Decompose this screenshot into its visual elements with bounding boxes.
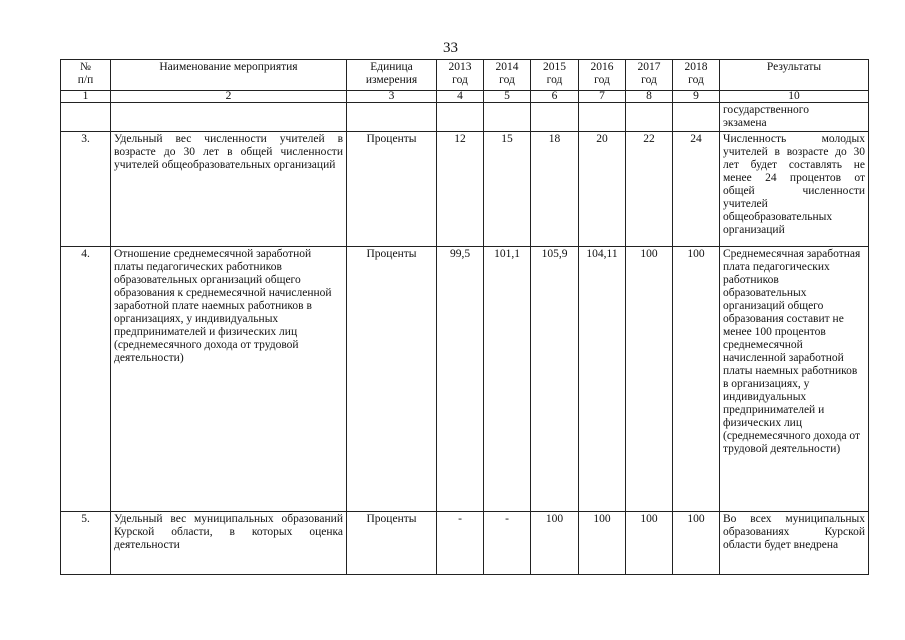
row-value-2017: 22 (626, 132, 673, 247)
empty-cell (531, 103, 579, 132)
row-value-2013: 12 (437, 132, 484, 247)
column-number: 6 (531, 91, 579, 103)
header-year-2016 (579, 60, 626, 91)
continuation-result-cell (720, 103, 869, 132)
header-unit-line1: Единица (370, 61, 413, 73)
table-header-row (61, 60, 869, 91)
header-year-value: 2015 (543, 61, 566, 73)
row-unit: Проценты (347, 132, 437, 247)
empty-cell (437, 103, 484, 132)
column-number: 4 (437, 91, 484, 103)
column-number: 7 (579, 91, 626, 103)
row-number: 3. (61, 132, 111, 247)
table-row (61, 247, 869, 512)
header-unit-line2: измерения (365, 74, 418, 86)
row-value-2018: 100 (673, 247, 720, 512)
continuation-result-line: экзамена (723, 117, 767, 129)
row-value-2016: 20 (579, 132, 626, 247)
row-value-2018: 100 (673, 512, 720, 575)
row-name: Удельный вес численности учителей в возрасте до 30 лет в общей численности учителей общеобразовательных организаций (111, 132, 347, 247)
header-results: Результаты (720, 60, 869, 91)
header-year-2018 (673, 60, 720, 91)
header-year-value: 2018 (684, 61, 708, 73)
empty-cell (111, 103, 347, 132)
header-year-2014 (484, 60, 531, 91)
column-number: 5 (484, 91, 531, 103)
row-value-2016: 104,11 (579, 247, 626, 512)
column-number-row (61, 91, 869, 103)
row-unit: Проценты (347, 512, 437, 575)
continuation-row (61, 103, 869, 132)
row-value-2015: 105,9 (531, 247, 579, 512)
column-number: 2 (111, 91, 347, 103)
header-year-label: год (688, 74, 704, 86)
row-value-2014: - (484, 512, 531, 575)
results-table-container (60, 59, 870, 640)
empty-cell (673, 103, 720, 132)
header-year-label: год (452, 74, 468, 86)
row-value-2018: 24 (673, 132, 720, 247)
row-value-2015: 100 (531, 512, 579, 575)
header-year-2013 (437, 60, 484, 91)
column-number: 8 (626, 91, 673, 103)
empty-cell (579, 103, 626, 132)
empty-cell (484, 103, 531, 132)
row-value-2017: 100 (626, 247, 673, 512)
page-number: 33 (443, 40, 458, 56)
row-name: Удельный вес муниципальных образований Курской области, в которых оценка деятельности (111, 512, 347, 575)
header-number-line1: № (80, 61, 91, 73)
row-value-2013: 99,5 (437, 247, 484, 512)
row-value-2014: 15 (484, 132, 531, 247)
row-value-2015: 18 (531, 132, 579, 247)
header-unit (347, 60, 437, 91)
header-year-label: год (641, 74, 657, 86)
empty-cell (626, 103, 673, 132)
results-table (60, 59, 869, 575)
row-name: Отношение среднемесячной заработной платы педагогических работников образовательных организаций общего образования к среднемесячной начисленной заработной плате наемных работников в организациях, у индивидуальных предпринимателей и физических лиц (среднемесячного дохода от трудовой деятельности) (111, 247, 347, 512)
header-year-2017 (626, 60, 673, 91)
row-value-2014: 101,1 (484, 247, 531, 512)
row-unit: Проценты (347, 247, 437, 512)
row-result: Среднемесячная заработная плата педагогических работников образовательных организаций общего образования составит не менее 100 процентов среднемесячной начисленной заработной платы наемных работников в организациях, у индивидуальных предпринимателей и физических лиц (среднемесячного дохода от трудовой деятельности) (720, 247, 869, 512)
continuation-result-line: государственного (723, 104, 809, 116)
header-year-value: 2014 (495, 61, 519, 73)
header-year-label: год (499, 74, 515, 86)
column-number: 10 (720, 91, 869, 103)
row-value-2013: - (437, 512, 484, 575)
column-number: 3 (347, 91, 437, 103)
header-year-value: 2013 (448, 61, 472, 73)
column-number: 9 (673, 91, 720, 103)
row-result: Численность молодых учителей в возрасте до 30 лет будет составлять не менее 24 процентов от общей численности учителей общеобразовательных организаций (720, 132, 869, 247)
header-name: Наименование мероприятия (111, 60, 347, 91)
table-row (61, 132, 869, 247)
header-year-value: 2017 (637, 61, 661, 73)
empty-cell (61, 103, 111, 132)
row-result: Во всех муниципальных образованиях Курской области будет внедрена (720, 512, 869, 575)
row-value-2017: 100 (626, 512, 673, 575)
header-number (61, 60, 111, 91)
row-number: 4. (61, 247, 111, 512)
header-year-value: 2016 (590, 61, 614, 73)
header-year-label: год (546, 74, 563, 86)
row-value-2016: 100 (579, 512, 626, 575)
table-row (61, 512, 869, 575)
row-number: 5. (61, 512, 111, 575)
header-year-2015 (531, 60, 579, 91)
header-number-line2: п/п (77, 74, 94, 86)
header-year-label: год (594, 74, 610, 86)
column-number: 1 (61, 91, 111, 103)
empty-cell (347, 103, 437, 132)
